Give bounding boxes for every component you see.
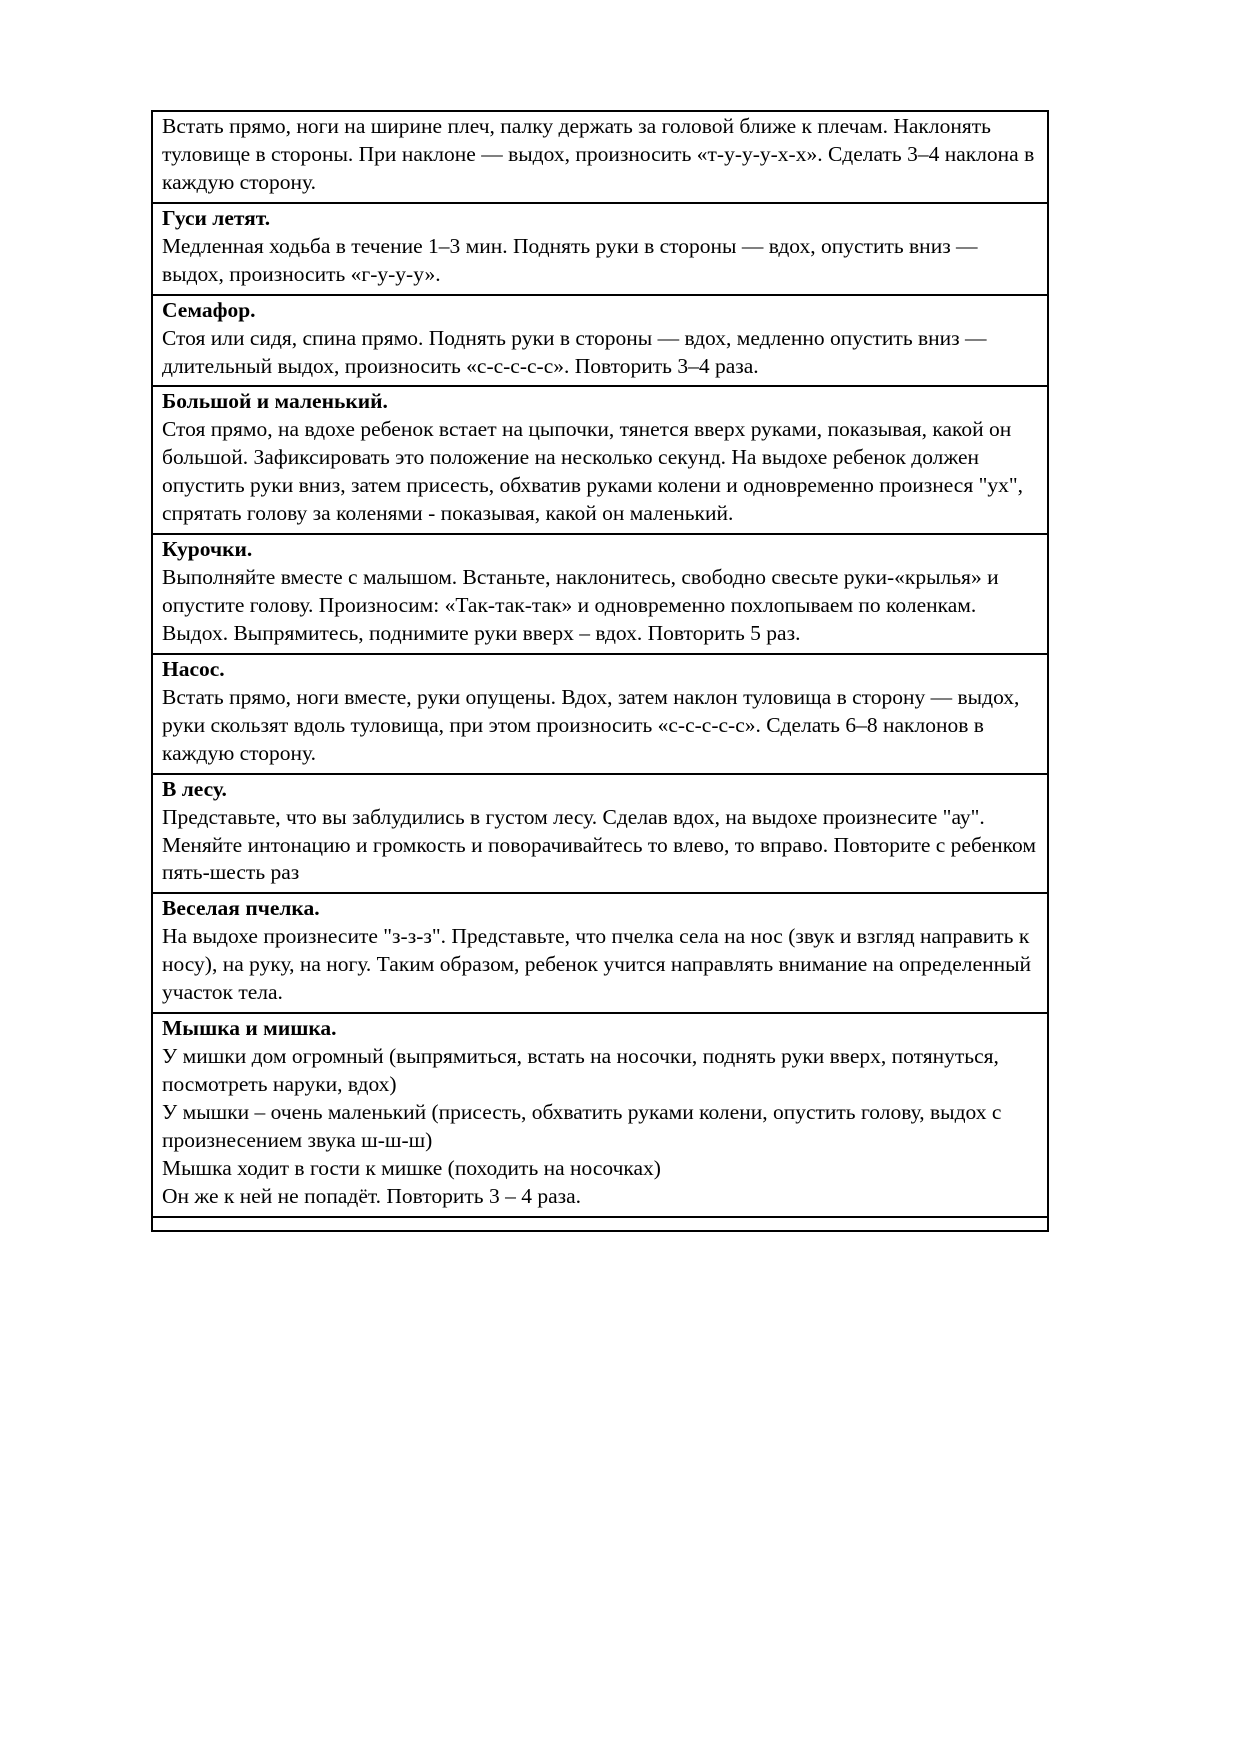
- table-row: [152, 295, 1048, 387]
- table-row: [152, 534, 1048, 654]
- table-cell: [152, 774, 1048, 894]
- table-cell: [152, 295, 1048, 387]
- exercise-title: Мышка и мишка.: [162, 1016, 337, 1041]
- table-row: [152, 774, 1048, 894]
- table-cell: [152, 893, 1048, 1013]
- exercise-description: Встать прямо, ноги на ширине плеч, палку держать за головой ближе к плечам. Наклонять туловище в стороны. При наклоне — выдох, произносить «т-у-у-у-х-х». Сделать 3–4 наклона в каждую сторону.: [162, 114, 1035, 194]
- exercise-description: Медленная ходьба в течение 1–3 мин. Поднять руки в стороны — вдох, опустить вниз — выдох, произносить «г-у-у-у».: [162, 233, 978, 286]
- exercise-title: Семафор.: [162, 297, 256, 322]
- exercise-title: Большой и маленький.: [162, 389, 388, 414]
- table-cell: [152, 1217, 1048, 1231]
- exercise-title: Гуси летят.: [162, 205, 271, 230]
- exercise-description: Стоя прямо, на вдохе ребенок встает на цыпочки, тянется вверх руками, показывая, какой он большой. Зафиксировать это положение на несколько секунд. На выдохе ребенок должен опустить руки вниз, затем присесть, обхватив руками колени и одновременно произнеся "ух", спрятать голову за коленями - показывая, какой он маленький.: [162, 417, 1024, 526]
- exercise-description: Встать прямо, ноги вместе, руки опущены. Вдох, затем наклон туловища в сторону — выдох, руки скользят вдоль туловища, при этом произносить «с-с-с-с-с». Сделать 6–8 наклонов в каждую сторону.: [162, 684, 1020, 765]
- exercise-description: Выполняйте вместе с малышом. Встаньте, наклонитесь, свободно свесьте руки-«крылья» и опустите голову. Произносим: «Так-так-так» и одновременно похлопываем по коленкам. Выдох. Выпрямитесь, поднимите руки вверх – вдох. Повторить 5 раз.: [162, 565, 999, 645]
- table-row: [152, 203, 1048, 295]
- table-row: [152, 893, 1048, 1013]
- exercise-description: Представьте, что вы заблудились в густом лесу. Сделав вдох, на выдохе произнесите "ау". Меняйте интонацию и громкость и поворачивайтесь то влево, то вправо. Повторите с ребенком пять-шесть раз: [162, 804, 1036, 885]
- table-cell: [152, 1013, 1048, 1217]
- exercise-description: У мышки – очень маленький (присесть, обхватить руками колени, опустить голову, выдох с произнесением звука ш-ш-ш): [162, 1099, 1002, 1152]
- exercise-description: Мышка ходит в гости к мишке (походить на носочках): [162, 1155, 661, 1180]
- table-row: [152, 386, 1048, 534]
- table-cell: [152, 534, 1048, 654]
- exercise-description: Он же к ней не попадёт. Повторить 3 – 4 раза.: [162, 1183, 582, 1208]
- exercise-title: Веселая пчелка.: [162, 896, 320, 921]
- exercise-table: [151, 110, 1049, 1232]
- table-row: [152, 654, 1048, 774]
- table-row: [152, 1013, 1048, 1217]
- exercise-description: На выдохе произнесите "з-з-з". Представьте, что пчелка села на нос (звук и взгляд направить к носу), на руку, на ногу. Таким образом, ребенок учится направлять внимание на определенный участок тела.: [162, 924, 1032, 1005]
- exercise-title: В лесу.: [162, 776, 227, 801]
- exercise-title: Курочки.: [162, 537, 253, 562]
- table-row-empty: [152, 1217, 1048, 1231]
- table-cell: [152, 654, 1048, 774]
- table-cell: [152, 203, 1048, 295]
- table-cell: [152, 386, 1048, 534]
- exercise-title: Насос.: [162, 656, 225, 681]
- exercise-description: Стоя или сидя, спина прямо. Поднять руки в стороны — вдох, медленно опустить вниз — длительный выдох, произносить «с-с-с-с-с». Повторить 3–4 раза.: [162, 325, 987, 378]
- table-cell: [152, 111, 1048, 203]
- exercise-description: У мишки дом огромный (выпрямиться, встать на носочки, поднять руки вверх, потянуться, посмотреть наруки, вдох): [162, 1044, 999, 1096]
- table-row: [152, 111, 1048, 203]
